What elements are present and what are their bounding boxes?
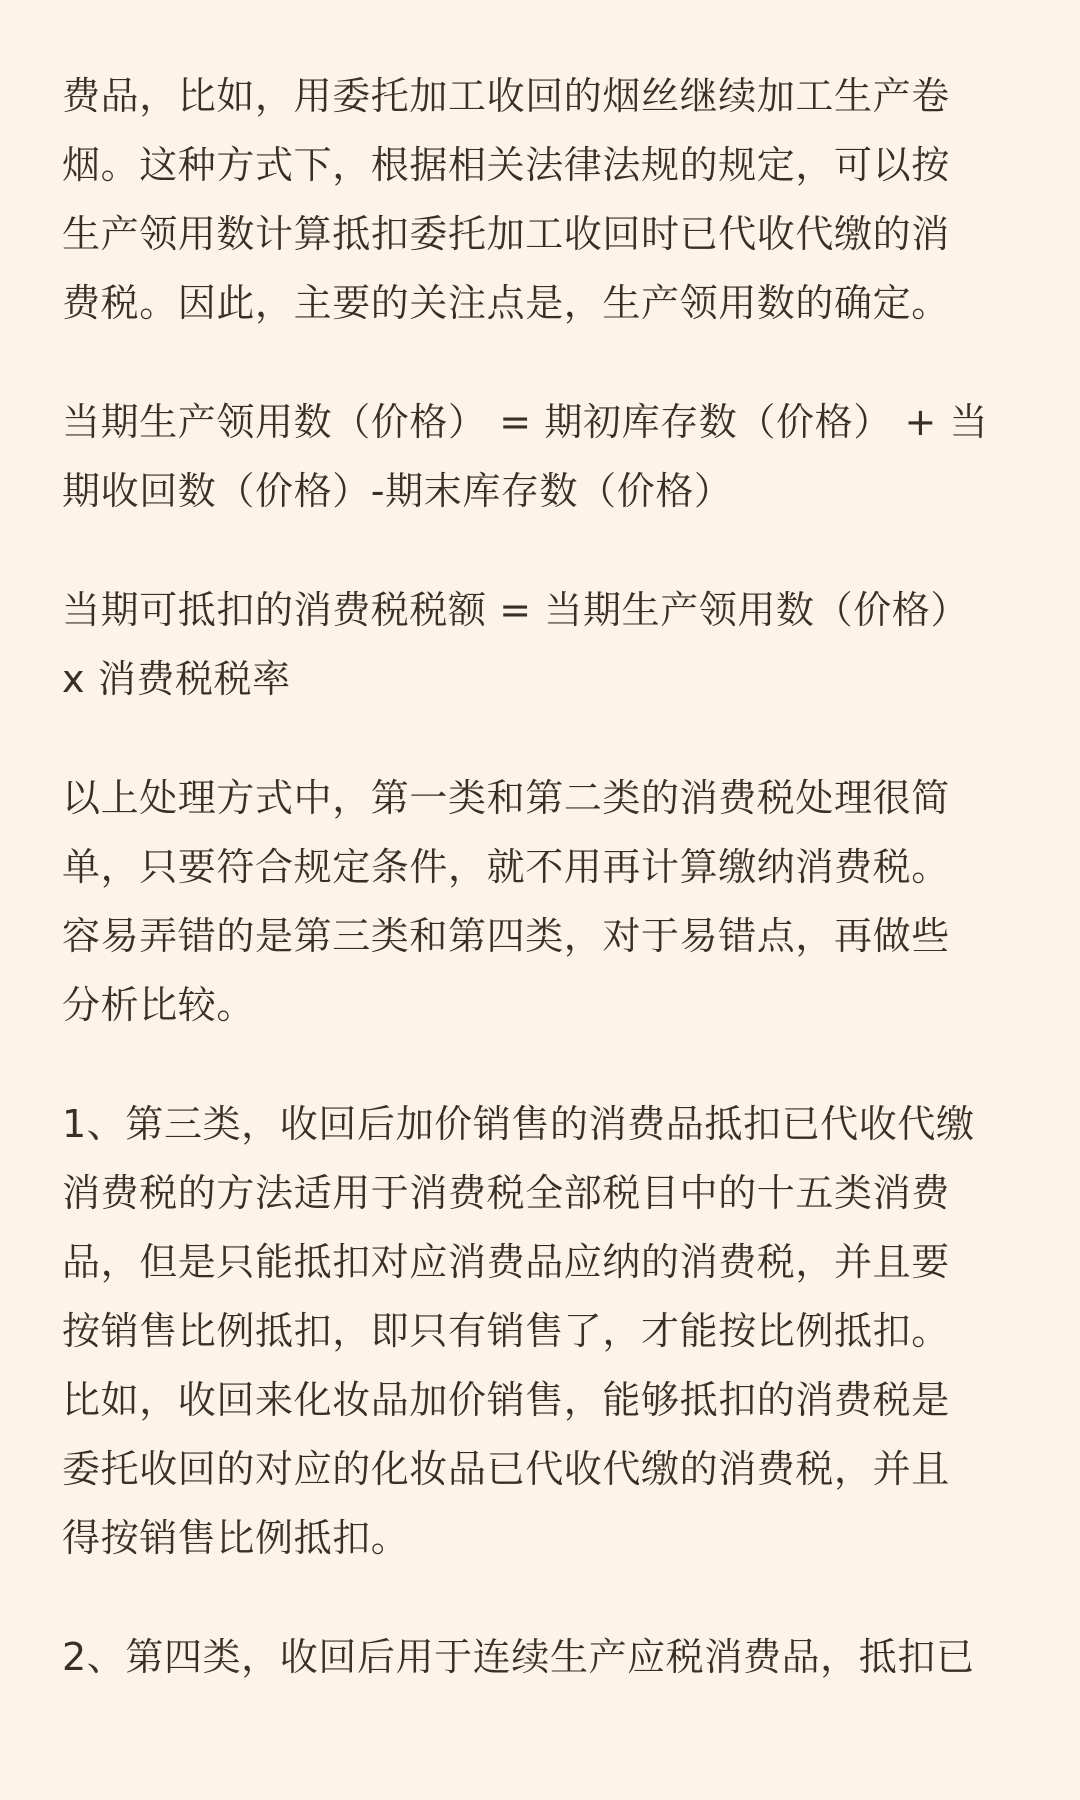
text-line: 按销售比例抵扣，即只有销售了，才能按比例抵扣。 <box>62 1309 950 1353</box>
text-line: 以上处理方式中，第一类和第二类的消费税处理很简 <box>62 776 950 820</box>
text-line: 品，但是只能抵扣对应消费品应纳的消费税，并且要 <box>62 1240 950 1284</box>
text-line: 委托收回的对应的化妆品已代收代缴的消费税，并且 <box>62 1447 950 1491</box>
text-line: 2、第四类，收回后用于连续生产应税消费品，抵扣已 <box>62 1635 975 1679</box>
text-line: 比如，收回来化妆品加价销售，能够抵扣的消费税是 <box>62 1378 950 1422</box>
text-line: 当期可抵扣的消费税税额 = 当期生产领用数（价格） <box>62 588 970 632</box>
paragraph-point-2 <box>62 1623 1022 1692</box>
text-line: 费税。因此，主要的关注点是，生产领用数的确定。 <box>62 281 950 325</box>
text-line: 生产领用数计算抵扣委托加工收回时已代收代缴的消 <box>62 212 950 256</box>
paragraph-formula-usage <box>62 388 1022 526</box>
text-line: 1、第三类，收回后加价销售的消费品抵扣已代收代缴 <box>62 1102 975 1146</box>
paragraph-point-1 <box>62 1090 1022 1573</box>
text-line: 费品，比如，用委托加工收回的烟丝继续加工生产卷 <box>62 74 950 118</box>
paragraph-cigarette-example <box>62 62 1022 338</box>
text-line: 容易弄错的是第三类和第四类，对于易错点，再做些 <box>62 914 950 958</box>
paragraph-formula-deduction <box>62 576 1022 714</box>
text-line: 消费税的方法适用于消费税全部税目中的十五类消费 <box>62 1171 950 1215</box>
text-line: 烟。这种方式下，根据相关法律法规的规定，可以按 <box>62 143 950 187</box>
text-line: 当期生产领用数（价格） = 期初库存数（价格） + 当 <box>62 400 989 444</box>
text-line: 得按销售比例抵扣。 <box>62 1516 410 1560</box>
text-line: 分析比较。 <box>62 983 256 1027</box>
text-line: x 消费税税率 <box>62 657 291 701</box>
text-line: 单，只要符合规定条件，就不用再计算缴纳消费税。 <box>62 845 950 889</box>
text-line: 期收回数（价格）-期末库存数（价格） <box>62 469 733 513</box>
paragraph-summary <box>62 764 1022 1040</box>
